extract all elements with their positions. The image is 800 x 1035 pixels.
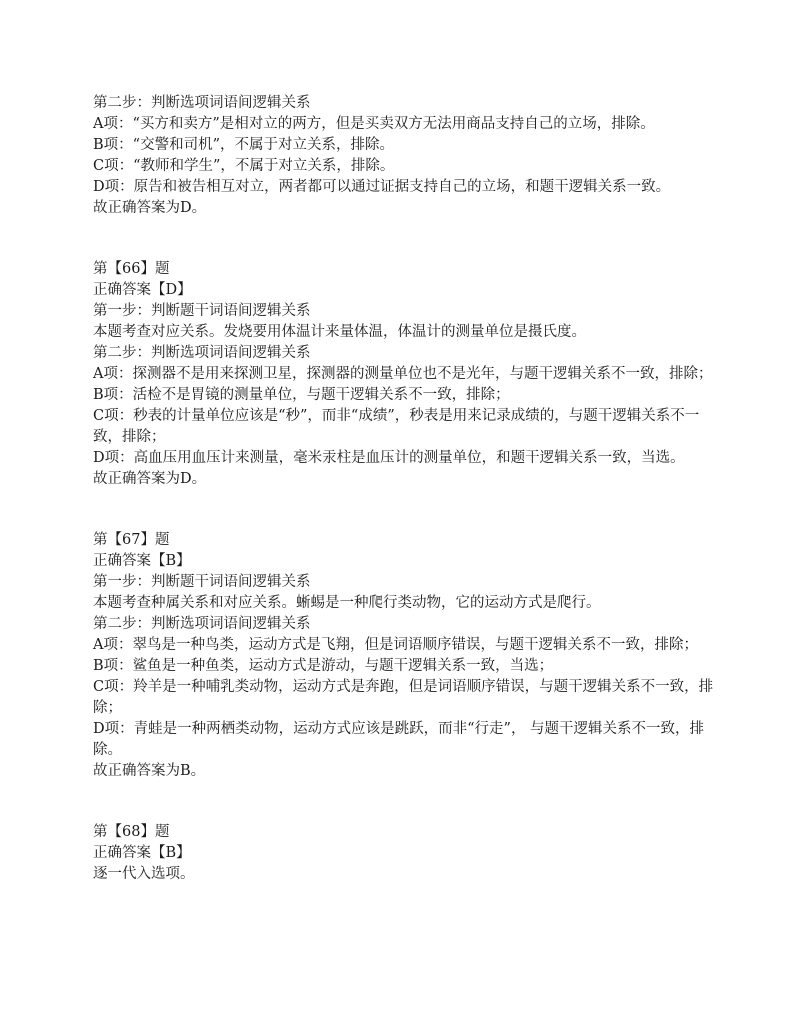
- conclusion-text: 故正确答案为D。: [93, 200, 207, 216]
- option-b-text: B项：鲨鱼是一种鱼类，运动方式是游动，与题干逻辑关系一致，当选；: [93, 658, 554, 674]
- step-heading: 第一步：判断题干词语间逻辑关系: [93, 574, 311, 590]
- correct-answer: 正确答案【B】: [93, 845, 191, 861]
- option-c-text: C项：羚羊是一种哺乳类动物，运动方式是奔跑，但是词语顺序错误，与题干逻辑关系不一致，排除；: [93, 679, 714, 716]
- option-b-text: B项：活检不是胃镜的测量单位，与题干逻辑关系不一致，排除；: [93, 387, 510, 403]
- analysis-text: 逐一代入选项。: [93, 866, 195, 882]
- question-67: [93, 530, 733, 782]
- question-68: [93, 822, 733, 885]
- intro-section: [93, 93, 733, 219]
- analysis-text: 本题考查种属关系和对应关系。蜥蜴是一种爬行类动物，它的运动方式是爬行。: [93, 595, 601, 611]
- question-title: 第【67】题: [93, 532, 170, 548]
- option-c-text: C项：“教师和学生”，不属于对立关系，排除。: [93, 158, 395, 174]
- option-a-text: A项：翠鸟是一种鸟类，运动方式是飞翔，但是词语顺序错误，与题干逻辑关系不一致，排除；: [93, 637, 698, 653]
- option-b-text: B项：“交警和司机”，不属于对立关系，排除。: [93, 137, 394, 153]
- step-heading: 第二步：判断选项词语间逻辑关系: [93, 616, 311, 632]
- step-heading: 第二步：判断选项词语间逻辑关系: [93, 95, 311, 111]
- option-a-text: A项：探测器不是用来探测卫星，探测器的测量单位也不是光年，与题干逻辑关系不一致，排除；: [93, 366, 713, 382]
- question-66: [93, 259, 733, 490]
- step-heading: 第二步：判断选项词语间逻辑关系: [93, 345, 311, 361]
- conclusion-text: 故正确答案为B。: [93, 763, 206, 779]
- option-d-text: D项：原告和被告相互对立，两者都可以通过证据支持自己的立场，和题干逻辑关系一致。: [93, 179, 671, 195]
- step-heading: 第一步：判断题干词语间逻辑关系: [93, 303, 311, 319]
- question-title: 第【68】题: [93, 824, 170, 840]
- correct-answer: 正确答案【D】: [93, 282, 192, 298]
- option-d-text: D项：青蛙是一种两栖类动物，运动方式应该是跳跃，而非“行走”， 与题干逻辑关系不一致，排除。: [93, 721, 705, 758]
- correct-answer: 正确答案【B】: [93, 553, 191, 569]
- question-title: 第【66】题: [93, 261, 170, 277]
- option-c-text: C项：秒表的计量单位应该是“秒”，而非“成绩”，秒表是用来记录成绩的，与题干逻辑关系不一致，排除；: [93, 408, 700, 445]
- option-d-text: D项：高血压用血压计来测量，毫米汞柱是血压计的测量单位，和题干逻辑关系一致，当选。: [93, 450, 685, 466]
- analysis-text: 本题考查对应关系。发烧要用体温计来量体温，体温计的测量单位是摄氏度。: [93, 324, 586, 340]
- option-a-text: A项：“买方和卖方”是相对立的两方，但是买卖双方无法用商品支持自己的立场，排除。: [93, 116, 655, 132]
- document-page: [93, 93, 733, 885]
- conclusion-text: 故正确答案为D。: [93, 471, 207, 487]
